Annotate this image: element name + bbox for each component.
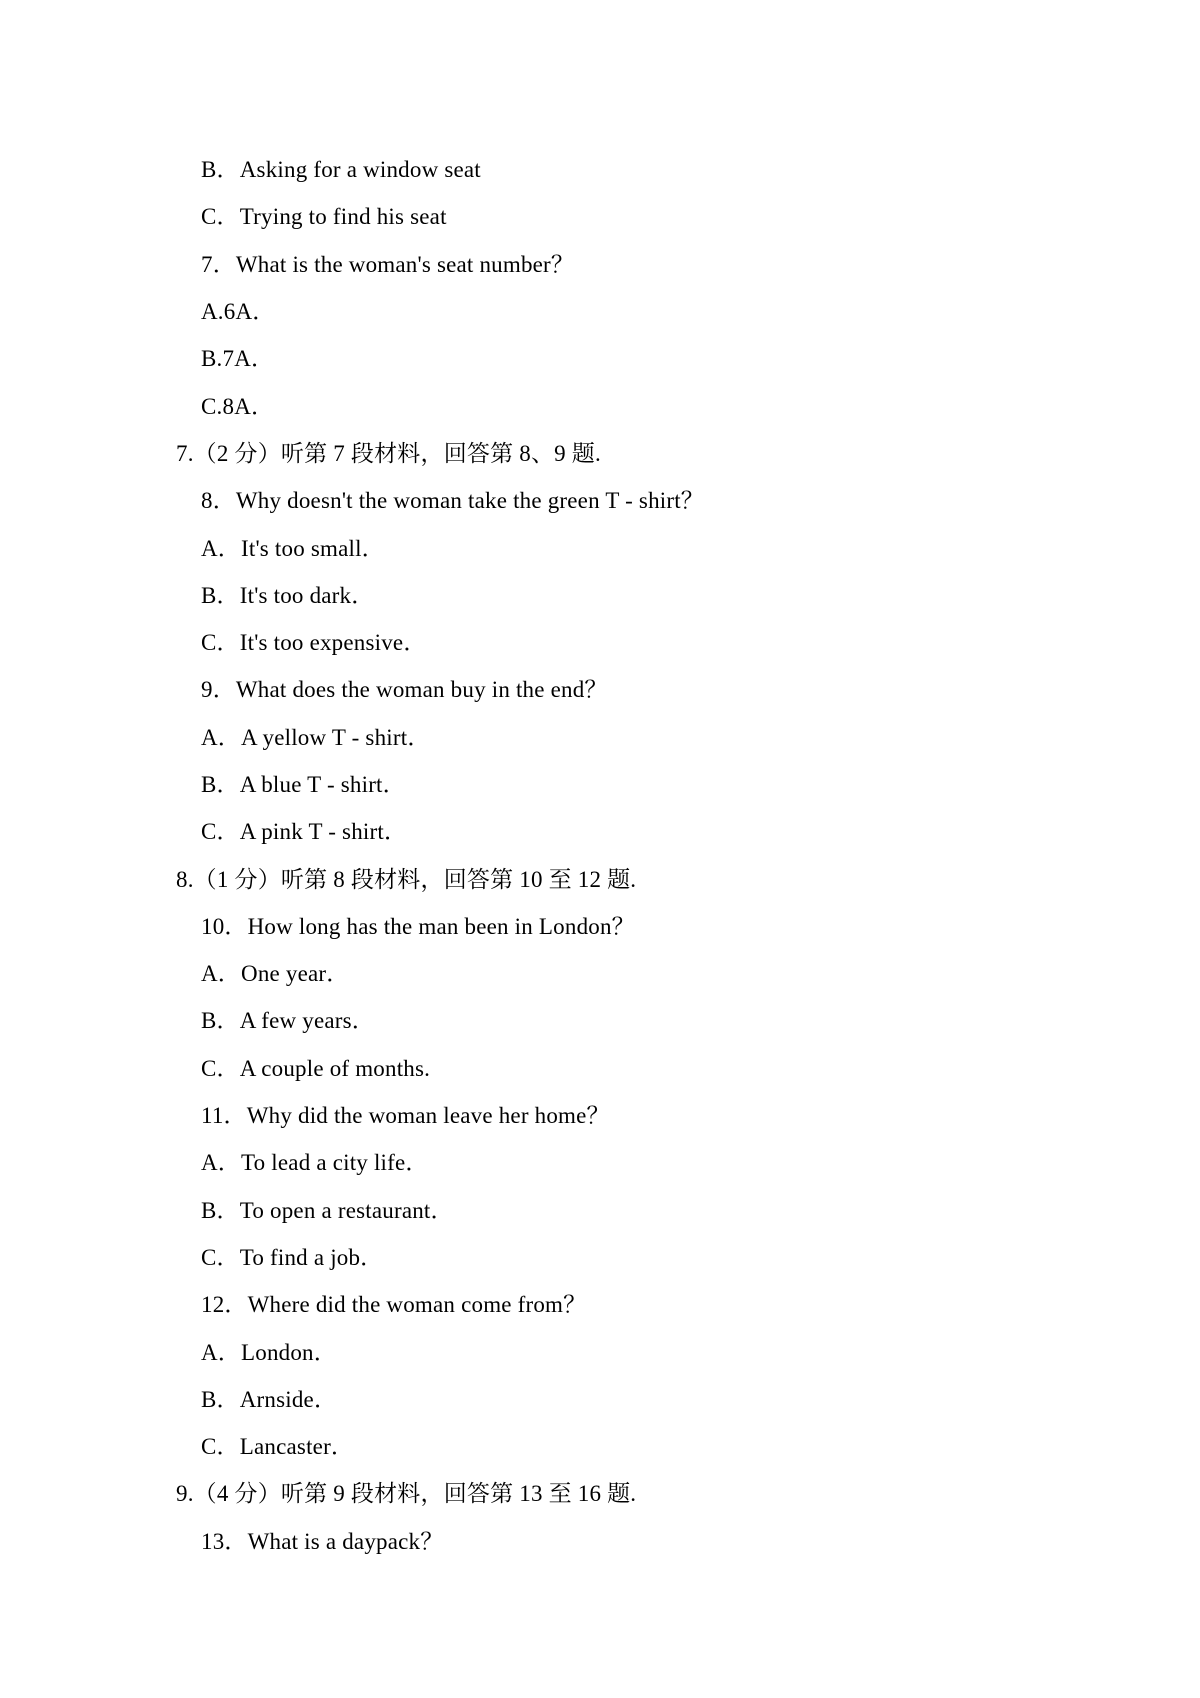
option-line: A.6A． (201, 299, 276, 325)
question-line: 8．Why doesn't the woman take the green T - shirt？ (201, 488, 705, 514)
option-line: B．Asking for a window seat (201, 157, 481, 183)
option-line: B.7A． (201, 346, 275, 372)
option-line: A．London． (201, 1339, 337, 1365)
option-line: A．It's too small． (201, 535, 385, 561)
question-line: 10．How long has the man been in London？ (201, 913, 635, 939)
question-line: 11．Why did the woman leave her home？ (201, 1103, 610, 1129)
question-line: 9．What does the woman buy in the end？ (201, 677, 608, 703)
option-line: B．It's too dark． (201, 582, 375, 608)
option-line: A．One year． (201, 961, 350, 987)
option-line: B．Arnside． (201, 1386, 338, 1412)
option-line: C．Lancaster． (201, 1434, 355, 1460)
question-line: 13．What is a daypack？ (201, 1528, 444, 1554)
option-line: C．It's too expensive． (201, 630, 427, 656)
option-line: C．To find a job． (201, 1244, 384, 1270)
option-line: B．A few years． (201, 1008, 375, 1034)
section-header-line: 9.（4 分）听第 9 段材料，回答第 13 至 16 题. (176, 1481, 637, 1507)
question-line: 7．What is the woman's seat number？ (201, 251, 575, 277)
option-line: C．Trying to find his seat (201, 204, 447, 230)
section-header-line: 7.（2 分）听第 7 段材料，回答第 8、9 题. (176, 440, 601, 466)
option-line: A．A yellow T - shirt． (201, 724, 431, 750)
option-line: C.8A． (201, 393, 275, 419)
option-line: B．To open a restaurant． (201, 1197, 454, 1223)
option-line: A．To lead a city life． (201, 1150, 429, 1176)
option-line: C．A pink T - shirt． (201, 819, 408, 845)
option-line: B．A blue T - shirt． (201, 772, 406, 797)
question-line: 12．Where did the woman come from？ (201, 1292, 587, 1318)
option-line: C．A couple of months. (201, 1055, 431, 1081)
section-header-line: 8.（1 分）听第 8 段材料，回答第 10 至 12 题. (176, 866, 637, 892)
